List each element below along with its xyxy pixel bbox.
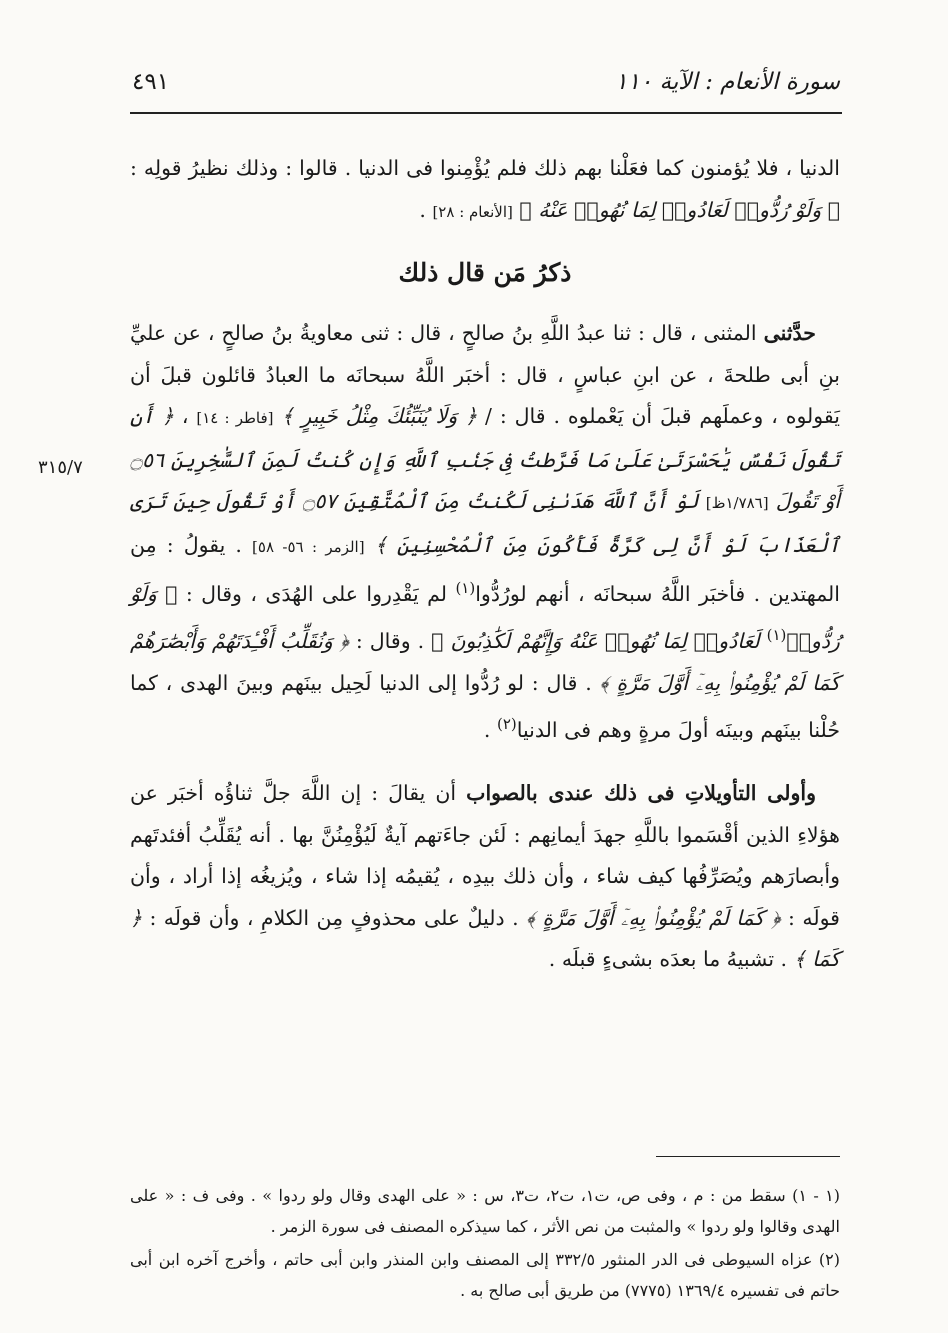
verse-reference: [الزمر : ٥٦- ٥٨]	[252, 537, 365, 556]
quran-verse: ﴿ وَلَوْ رُدُّوا۟	[130, 581, 840, 654]
quran-verse: ﴿ أَن تَقُولَ نَفْسٌ يَٰحَسْرَتَىٰ عَلَىٰ مَا فَرَّطتُ فِى جَنۢبِ ٱللَّهِ وَإِن كُنتُ لَمِنَ ٱلسَّٰخِرِينَ ۝٥٦ أَوْ تَقُولَ	[130, 404, 840, 513]
quran-verse: ﴿ وَلَا يُنَبِّئُكَ مِثْلُ خَبِيرٍ ﴾	[281, 404, 478, 428]
paragraph-3	[130, 773, 840, 981]
paragraph-gap	[130, 751, 840, 773]
text-segment: لم يَقْدِروا على الهُدَى ، وقال :	[185, 581, 448, 606]
quran-verse: ﴿ وَنُقَلِّبُ أَفْـِٔدَتَهُمْ وَأَبْصَٰرَهُمْ كَمَا لَمْ يُؤْمِنُوا۟ بِهِۦٓ أَوَّلَ مَرَّةٍ ﴾	[130, 629, 840, 695]
paragraph-2	[130, 313, 840, 751]
quran-verse: ﴿ وَلَوْ رُدُّوا۟ لَعَادُوا۟ لِمَا نُهُوا۟ عَنْهُ ﴾	[519, 197, 840, 222]
margin-reference: ٣١٥/٧	[38, 457, 83, 478]
footnote-marker: (١)	[455, 579, 476, 597]
main-text	[130, 148, 840, 981]
page-number: ٤٩١	[132, 69, 170, 95]
verse-reference: [فاطر : ١٤]	[196, 409, 274, 427]
manuscript-reference: [١/٧٨٦ظ]	[705, 494, 769, 512]
lead-word: حدَّثنى	[763, 321, 816, 345]
surah-title: سورة الأنعام : الآية ١١٠	[615, 69, 840, 95]
text-segment: . تشبيهُ ما بعدَه بشىءٍ قبلَه .	[548, 947, 788, 972]
header-rule	[130, 112, 842, 114]
quran-verse: ﴿ كَمَا لَمْ يُؤْمِنُوا۟ بِهِۦٓ أَوَّلَ مَرَّةٍ ﴾	[526, 905, 781, 930]
text-segment: المثنى ، قال : ثنا عبدُ اللَّهِ بنُ صالحٍ ، قال : ثنى معاويةُ بنُ صالحٍ ، عن عليِّ بنِ أبى طلحةَ ، عن ابنِ عباسٍ ، قال : أخبَر اللَّهُ سبحانَه ما العبادُ قائلون قبلَ أن يَقولوه ، وعملَهم قبلَ أن يَعْملوه . قال : /	[130, 321, 840, 428]
verse-reference: [الأنعام : ٢٨]	[432, 202, 513, 221]
footnote-marker: (٢)	[496, 715, 517, 734]
quran-verse: ﴿ كَمَا ﴾	[130, 905, 840, 972]
paragraph-1	[130, 148, 840, 233]
text-segment: ،	[181, 404, 189, 428]
text-segment: . وقال :	[355, 629, 425, 654]
section-title: ذكرُ مَن قال ذلك	[398, 258, 572, 287]
footnote-1: (١ - ١) سقط من : م ، وفى ص، ت١، ت٢، ت٣، س : « على الهدى وقال ولو ردوا » . وفى ف : « على الهدى وقالوا ولو ردوا » والمثبت من نص الأثر ، كما سيذكره المصنف فى سورة الزمر .	[130, 1186, 841, 1236]
quran-verse: لَوْ أَنَّ ٱللَّهَ هَدَىٰنِى لَكُنتُ مِنَ ٱلْمُتَّقِينَ ۝٥٧ أَوْ تَقُولَ حِينَ تَرَى ٱلْعَذَابَ لَوْ أَنَّ لِى كَرَّةً فَأَكُونَ مِنَ ٱلْمُحْسِنِينَ ﴾	[130, 489, 840, 557]
quran-verse: لَعَادُوا۟ لِمَا نُهُوا۟ عَنْهُ وَإِنَّهُمْ لَكَٰذِبُونَ ﴾	[431, 629, 760, 654]
page-header	[132, 62, 840, 102]
text-segment: قولِه :	[130, 156, 182, 180]
footnote-2: (٢) عزاه السيوطى فى الدر المنثور ٣٣٢/٥ إلى المصنف وابن المنذر وابن أبى حاتم ، وأخرج آخره ابن أبى حاتم فى تفسيره ١٣٦٩/٤ (٧٧٧٥) من طريق أبى صالح به .	[130, 1250, 840, 1300]
lead-phrase: وأولى التأويلاتِ فى ذلك عندى بالصواب	[466, 781, 816, 806]
text-segment: الدنيا ، فلا يُؤمنون كما فعَلْنا بهم ذلك فلم يُؤْمِنوا فى الدنيا . قالوا : وذلك نظيرُ	[188, 156, 840, 180]
footnote-rule	[656, 1156, 840, 1157]
footnote-marker: (١)	[766, 626, 787, 645]
text-segment: .	[483, 717, 491, 742]
text-segment: أن يقالَ : إن اللَّهَ جلَّ ثناؤُه أخبَر عن هؤلاءِ الذين أقْسَموا باللَّهِ جهدَ أيمانِهم : لَئن جاءَتهم آيةٌ لَيُؤْمِنُنَّ بها . أنه يُقَلِّبُ أفئدتَهم وأبصارَهم ويُصَرِّفُها كيف شاء ، وأن ذلك بيدِه ، يُقيمُه إذا شاء ، ويُزيغُه إذا أراد ، وأن قولَه :	[130, 781, 840, 930]
footnotes	[130, 1180, 840, 1308]
text-segment: . دليلٌ على محذوفٍ مِن الكلامِ ، وأن قولَه :	[149, 905, 519, 930]
text-segment: .	[419, 197, 426, 222]
text-segment: . قال : لو رُدُّوا إلى الدنيا لَحِيل بينَهم وبينَ الهدى ، كما حُلْنا بينَهم وبينَه أولَ مرةٍ وهم فى الدنيا	[130, 670, 840, 742]
text-segment: . يقولُ : مِن المهتدين . فأخبَر اللَّهُ سبحانَه ، أنهم لورُدُّوا	[130, 532, 840, 606]
